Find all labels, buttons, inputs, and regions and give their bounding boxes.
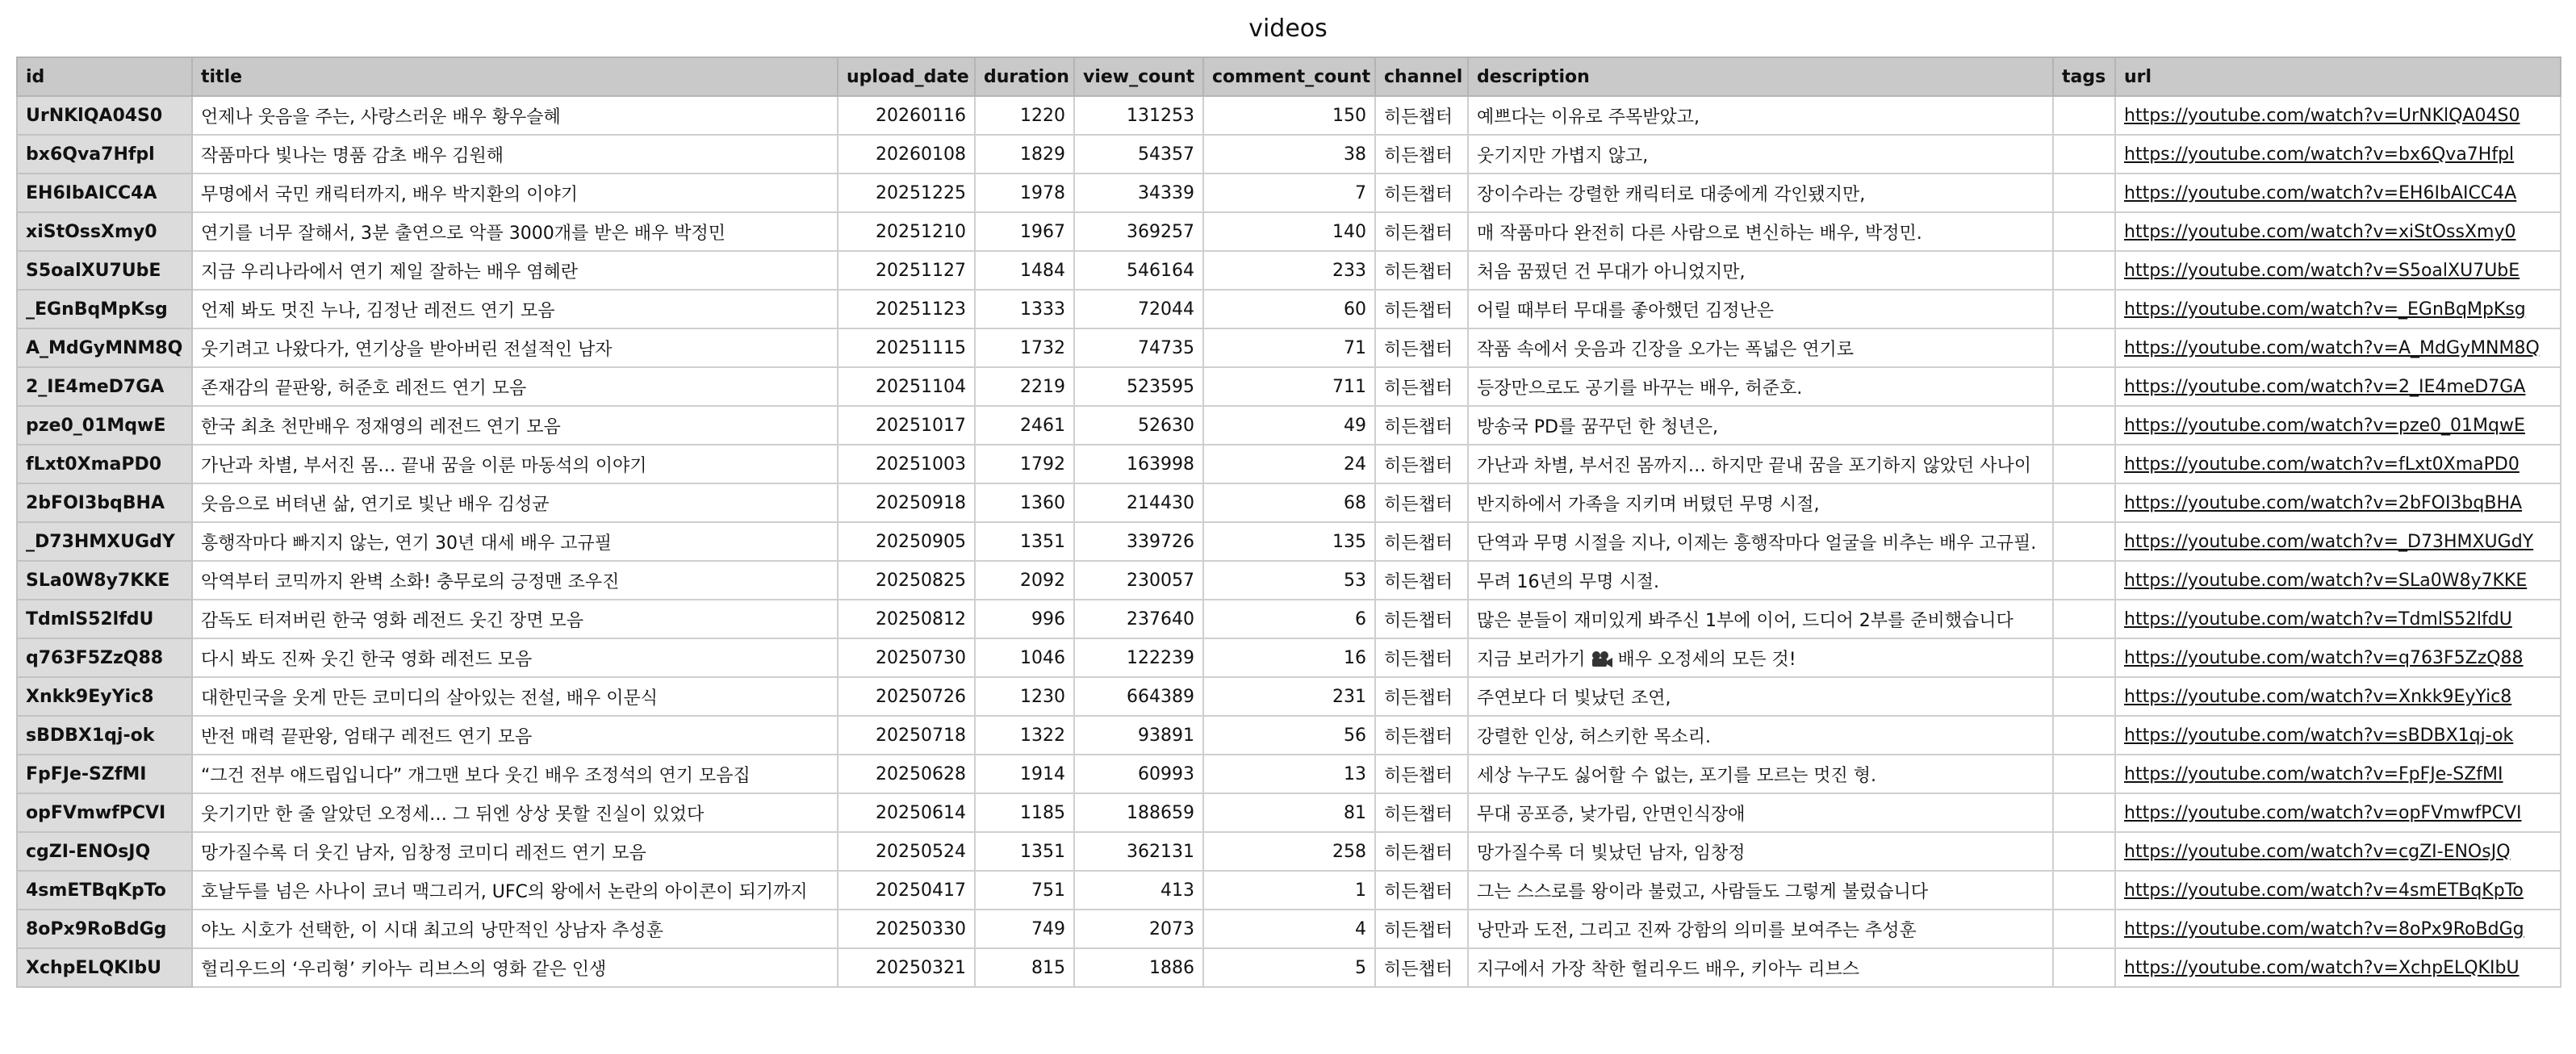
description-text-before: 지금 보러가기 <box>1477 649 1586 670</box>
cell-view-count[interactable]: 60993 <box>1074 755 1203 793</box>
cell-title[interactable]: 웃기기만 한 줄 알았던 오정세… 그 뒤엔 상상 못할 진실이 있었다 <box>192 793 838 832</box>
cell-comment-count[interactable]: 68 <box>1203 483 1375 522</box>
table-row <box>17 561 2561 600</box>
cell-channel[interactable]: 히든챕터 <box>1375 832 1468 871</box>
cell-comment-count[interactable]: 60 <box>1203 290 1375 328</box>
cell-description[interactable]: 예쁘다는 이유로 주목받았고, <box>1468 96 2053 135</box>
cell-tags[interactable] <box>2053 561 2115 600</box>
cell-description[interactable] <box>1468 638 2053 677</box>
cell-id[interactable]: FpFJe-SZfMI <box>17 755 192 793</box>
cell-channel[interactable]: 히든챕터 <box>1375 600 1468 638</box>
cell-title[interactable]: 호날두를 넘은 사나이 코너 맥그리거, UFC의 왕에서 논란의 아이콘이 되기까지 <box>192 871 838 910</box>
table-row <box>17 600 2561 638</box>
table-row <box>17 251 2561 290</box>
cell-title[interactable]: 웃기려고 나왔다가, 연기상을 받아버린 전설적인 남자 <box>192 328 838 367</box>
cell-id[interactable]: _EGnBqMpKsg <box>17 290 192 328</box>
cell-duration[interactable]: 1046 <box>975 638 1074 677</box>
cell-comment-count[interactable]: 231 <box>1203 677 1375 716</box>
cell-duration[interactable]: 1185 <box>975 793 1074 832</box>
cell-tags[interactable] <box>2053 251 2115 290</box>
cell-channel[interactable]: 히든챕터 <box>1375 406 1468 445</box>
table-row <box>17 406 2561 445</box>
cell-url[interactable]: https://youtube.com/watch?v=fLxt0XmaPD0 <box>2115 445 2561 483</box>
cell-channel[interactable]: 히든챕터 <box>1375 251 1468 290</box>
table-row <box>17 328 2561 367</box>
cell-upload-date[interactable]: 20250614 <box>838 793 975 832</box>
column-header-url[interactable]: url <box>2115 57 2561 96</box>
cell-comment-count[interactable]: 38 <box>1203 135 1375 174</box>
cell-url[interactable]: https://youtube.com/watch?v=2_IE4meD7GA <box>2115 367 2561 406</box>
cell-description[interactable]: 등장만으로도 공기를 바꾸는 배우, 허준호. <box>1468 367 2053 406</box>
cell-url[interactable]: https://youtube.com/watch?v=S5oalXU7UbE <box>2115 251 2561 290</box>
cell-view-count[interactable]: 237640 <box>1074 600 1203 638</box>
cell-tags[interactable] <box>2053 716 2115 755</box>
cell-url[interactable]: https://youtube.com/watch?v=_D73HMXUGdY <box>2115 522 2561 561</box>
cell-tags[interactable] <box>2053 793 2115 832</box>
cell-comment-count[interactable]: 258 <box>1203 832 1375 871</box>
cell-comment-count[interactable]: 233 <box>1203 251 1375 290</box>
cell-title[interactable]: 무명에서 국민 캐릭터까지, 배우 박지환의 이야기 <box>192 174 838 212</box>
cell-duration[interactable]: 1220 <box>975 96 1074 135</box>
cell-title[interactable]: 지금 우리나라에서 연기 제일 잘하는 배우 염혜란 <box>192 251 838 290</box>
column-header-duration[interactable]: duration <box>975 57 1074 96</box>
cell-description[interactable]: 웃기지만 가볍지 않고, <box>1468 135 2053 174</box>
cell-duration[interactable]: 1978 <box>975 174 1074 212</box>
cell-view-count[interactable]: 188659 <box>1074 793 1203 832</box>
cell-url[interactable]: https://youtube.com/watch?v=opFVmwfPCVI <box>2115 793 2561 832</box>
table-row <box>17 483 2561 522</box>
cell-channel[interactable]: 히든챕터 <box>1375 174 1468 212</box>
cell-view-count[interactable]: 122239 <box>1074 638 1203 677</box>
cell-view-count[interactable]: 664389 <box>1074 677 1203 716</box>
cell-tags[interactable] <box>2053 948 2115 987</box>
table-row <box>17 96 2561 135</box>
table-row <box>17 135 2561 174</box>
cell-description[interactable]: 방송국 PD를 꿈꾸던 한 청년은, <box>1468 406 2053 445</box>
cell-tags[interactable] <box>2053 832 2115 871</box>
cell-channel[interactable]: 히든챕터 <box>1375 328 1468 367</box>
cell-upload-date[interactable]: 20250905 <box>838 522 975 561</box>
cell-description[interactable]: 주연보다 더 빛났던 조연, <box>1468 677 2053 716</box>
table-row <box>17 871 2561 910</box>
cell-url[interactable]: https://youtube.com/watch?v=bx6Qva7Hfpl <box>2115 135 2561 174</box>
cell-title[interactable]: 감독도 터져버린 한국 영화 레전드 웃긴 장면 모음 <box>192 600 838 638</box>
cell-url[interactable]: https://youtube.com/watch?v=XchpELQKIbU <box>2115 948 2561 987</box>
cell-channel[interactable]: 히든챕터 <box>1375 445 1468 483</box>
cell-comment-count[interactable]: 6 <box>1203 600 1375 638</box>
table-row <box>17 716 2561 755</box>
cell-upload-date[interactable]: 20251115 <box>838 328 975 367</box>
cell-duration[interactable]: 1914 <box>975 755 1074 793</box>
cell-tags[interactable] <box>2053 755 2115 793</box>
table-row <box>17 948 2561 987</box>
cell-comment-count[interactable]: 711 <box>1203 367 1375 406</box>
cell-view-count[interactable]: 72044 <box>1074 290 1203 328</box>
cell-title[interactable]: 연기를 너무 잘해서, 3분 출연으로 악플 3000개를 받은 배우 박정민 <box>192 212 838 251</box>
cell-channel[interactable]: 히든챕터 <box>1375 96 1468 135</box>
cell-channel[interactable]: 히든챕터 <box>1375 561 1468 600</box>
column-header-channel[interactable]: channel <box>1375 57 1468 96</box>
table-row <box>17 677 2561 716</box>
cell-upload-date[interactable]: 20250628 <box>838 755 975 793</box>
description-text-after: 배우 오정세의 모든 것! <box>1617 649 1796 670</box>
cell-title[interactable]: 작품마다 빛나는 명품 감초 배우 김원해 <box>192 135 838 174</box>
cell-comment-count[interactable]: 71 <box>1203 328 1375 367</box>
cell-id[interactable]: pze0_01MqwE <box>17 406 192 445</box>
cell-view-count[interactable]: 74735 <box>1074 328 1203 367</box>
cell-comment-count[interactable]: 56 <box>1203 716 1375 755</box>
cell-tags[interactable] <box>2053 871 2115 910</box>
cell-comment-count[interactable]: 7 <box>1203 174 1375 212</box>
cell-upload-date[interactable]: 20250812 <box>838 600 975 638</box>
cell-view-count[interactable]: 34339 <box>1074 174 1203 212</box>
cell-channel[interactable]: 히든챕터 <box>1375 948 1468 987</box>
cell-view-count[interactable]: 413 <box>1074 871 1203 910</box>
cell-view-count[interactable]: 339726 <box>1074 522 1203 561</box>
table-row <box>17 445 2561 483</box>
cell-comment-count[interactable]: 24 <box>1203 445 1375 483</box>
table-row <box>17 367 2561 406</box>
cell-id[interactable]: TdmlS52lfdU <box>17 600 192 638</box>
cell-title[interactable]: 악역부터 코믹까지 완벽 소화! 충무로의 긍정맨 조우진 <box>192 561 838 600</box>
cell-duration[interactable]: 751 <box>975 871 1074 910</box>
cell-tags[interactable] <box>2053 212 2115 251</box>
cell-url[interactable]: https://youtube.com/watch?v=xiStOssXmy0 <box>2115 212 2561 251</box>
cell-view-count[interactable]: 54357 <box>1074 135 1203 174</box>
cell-url[interactable]: https://youtube.com/watch?v=FpFJe-SZfMI <box>2115 755 2561 793</box>
cell-channel[interactable]: 히든챕터 <box>1375 212 1468 251</box>
cell-id[interactable]: UrNKlQA04S0 <box>17 96 192 135</box>
cell-duration[interactable]: 1351 <box>975 522 1074 561</box>
cell-title[interactable]: 존재감의 끝판왕, 허준호 레전드 연기 모음 <box>192 367 838 406</box>
table-row <box>17 212 2561 251</box>
table-row <box>17 755 2561 793</box>
cell-upload-date[interactable]: 20251104 <box>838 367 975 406</box>
cell-description[interactable]: 무대 공포증, 낯가림, 안면인식장애 <box>1468 793 2053 832</box>
column-header-description[interactable]: description <box>1468 57 2053 96</box>
cell-id[interactable]: q763F5ZzQ88 <box>17 638 192 677</box>
cell-tags[interactable] <box>2053 483 2115 522</box>
cell-view-count[interactable]: 362131 <box>1074 832 1203 871</box>
cell-upload-date[interactable]: 20251127 <box>838 251 975 290</box>
cell-duration[interactable]: 749 <box>975 910 1074 948</box>
cell-upload-date[interactable]: 20250825 <box>838 561 975 600</box>
cell-duration[interactable]: 996 <box>975 600 1074 638</box>
cell-channel[interactable]: 히든챕터 <box>1375 367 1468 406</box>
cell-description[interactable]: 무려 16년의 무명 시절. <box>1468 561 2053 600</box>
cell-channel[interactable]: 히든챕터 <box>1375 290 1468 328</box>
cell-upload-date[interactable]: 20260116 <box>838 96 975 135</box>
cell-comment-count[interactable]: 16 <box>1203 638 1375 677</box>
cell-duration[interactable]: 1732 <box>975 328 1074 367</box>
cell-duration[interactable]: 815 <box>975 948 1074 987</box>
cell-id[interactable]: xiStOssXmy0 <box>17 212 192 251</box>
cell-duration[interactable]: 1360 <box>975 483 1074 522</box>
column-header-comment-count[interactable]: comment_count <box>1203 57 1375 96</box>
movie-camera-icon <box>1591 650 1613 668</box>
cell-comment-count[interactable]: 140 <box>1203 212 1375 251</box>
cell-duration[interactable]: 1230 <box>975 677 1074 716</box>
cell-upload-date[interactable]: 20250718 <box>838 716 975 755</box>
cell-view-count[interactable]: 214430 <box>1074 483 1203 522</box>
cell-url[interactable]: https://youtube.com/watch?v=TdmlS52lfdU <box>2115 600 2561 638</box>
cell-channel[interactable]: 히든챕터 <box>1375 871 1468 910</box>
cell-title[interactable]: 웃음으로 버텨낸 삶, 연기로 빛난 배우 김성균 <box>192 483 838 522</box>
cell-title[interactable]: 반전 매력 끝판왕, 엄태구 레전드 연기 모음 <box>192 716 838 755</box>
cell-id[interactable]: 4smETBqKpTo <box>17 871 192 910</box>
cell-upload-date[interactable]: 20250730 <box>838 638 975 677</box>
cell-id[interactable]: SLa0W8y7KKE <box>17 561 192 600</box>
cell-upload-date[interactable]: 20250524 <box>838 832 975 871</box>
cell-upload-date[interactable]: 20251123 <box>838 290 975 328</box>
cell-view-count[interactable]: 163998 <box>1074 445 1203 483</box>
table-row <box>17 174 2561 212</box>
cell-view-count[interactable]: 93891 <box>1074 716 1203 755</box>
cell-upload-date[interactable]: 20260108 <box>838 135 975 174</box>
cell-title[interactable]: 대한민국을 웃게 만든 코미디의 살아있는 전설, 배우 이문식 <box>192 677 838 716</box>
cell-duration[interactable]: 1829 <box>975 135 1074 174</box>
column-header-title[interactable]: title <box>192 57 838 96</box>
cell-id[interactable]: bx6Qva7Hfpl <box>17 135 192 174</box>
cell-description[interactable]: 강렬한 인상, 허스키한 목소리. <box>1468 716 2053 755</box>
cell-id[interactable]: A_MdGyMNM8Q <box>17 328 192 367</box>
cell-comment-count[interactable]: 49 <box>1203 406 1375 445</box>
cell-url[interactable]: https://youtube.com/watch?v=_EGnBqMpKsg <box>2115 290 2561 328</box>
cell-channel[interactable]: 히든챕터 <box>1375 716 1468 755</box>
cell-upload-date[interactable]: 20250726 <box>838 677 975 716</box>
cell-url[interactable]: https://youtube.com/watch?v=SLa0W8y7KKE <box>2115 561 2561 600</box>
cell-id[interactable]: EH6IbAICC4A <box>17 174 192 212</box>
cell-title[interactable]: “그건 전부 애드립입니다” 개그맨 보다 웃긴 배우 조정석의 연기 모음집 <box>192 755 838 793</box>
cell-url[interactable]: https://youtube.com/watch?v=sBDBX1qj-ok <box>2115 716 2561 755</box>
cell-duration[interactable]: 1333 <box>975 290 1074 328</box>
cell-view-count[interactable]: 52630 <box>1074 406 1203 445</box>
cell-channel[interactable]: 히든챕터 <box>1375 135 1468 174</box>
table-row <box>17 832 2561 871</box>
cell-tags[interactable] <box>2053 910 2115 948</box>
cell-url[interactable]: https://youtube.com/watch?v=4smETBqKpTo <box>2115 871 2561 910</box>
cell-tags[interactable] <box>2053 290 2115 328</box>
cell-id[interactable]: opFVmwfPCVI <box>17 793 192 832</box>
cell-duration[interactable]: 1322 <box>975 716 1074 755</box>
cell-channel[interactable]: 히든챕터 <box>1375 677 1468 716</box>
cell-id[interactable]: S5oalXU7UbE <box>17 251 192 290</box>
cell-description[interactable]: 낭만과 도전, 그리고 진짜 강함의 의미를 보여주는 추성훈 <box>1468 910 2053 948</box>
cell-title[interactable]: 가난과 차별, 부서진 몸… 끝내 꿈을 이룬 마동석의 이야기 <box>192 445 838 483</box>
cell-comment-count[interactable]: 1 <box>1203 871 1375 910</box>
cell-id[interactable]: cgZI-ENOsJQ <box>17 832 192 871</box>
column-header-view-count[interactable]: view_count <box>1074 57 1203 96</box>
cell-url[interactable]: https://youtube.com/watch?v=Xnkk9EyYic8 <box>2115 677 2561 716</box>
cell-tags[interactable] <box>2053 367 2115 406</box>
cell-duration[interactable]: 1484 <box>975 251 1074 290</box>
cell-title[interactable]: 언제 봐도 멋진 누나, 김정난 레전드 연기 모음 <box>192 290 838 328</box>
cell-id[interactable]: 2_IE4meD7GA <box>17 367 192 406</box>
cell-id[interactable]: 2bFOI3bqBHA <box>17 483 192 522</box>
cell-upload-date[interactable]: 20251017 <box>838 406 975 445</box>
cell-view-count[interactable]: 546164 <box>1074 251 1203 290</box>
cell-comment-count[interactable]: 5 <box>1203 948 1375 987</box>
cell-url[interactable]: https://youtube.com/watch?v=2bFOI3bqBHA <box>2115 483 2561 522</box>
sheet-title: videos <box>1248 15 1328 43</box>
cell-description[interactable]: 처음 꿈꿨던 건 무대가 아니었지만, <box>1468 251 2053 290</box>
cell-view-count[interactable]: 230057 <box>1074 561 1203 600</box>
cell-view-count[interactable]: 131253 <box>1074 96 1203 135</box>
cell-comment-count[interactable]: 53 <box>1203 561 1375 600</box>
cell-description[interactable]: 지구에서 가장 착한 헐리우드 배우, 키아누 리브스 <box>1468 948 2053 987</box>
cell-title[interactable]: 한국 최초 천만배우 정재영의 레전드 연기 모음 <box>192 406 838 445</box>
cell-id[interactable]: 8oPx9RoBdGg <box>17 910 192 948</box>
cell-view-count[interactable]: 2073 <box>1074 910 1203 948</box>
cell-id[interactable]: XchpELQKIbU <box>17 948 192 987</box>
cell-tags[interactable] <box>2053 445 2115 483</box>
table-row <box>17 522 2561 561</box>
table-row <box>17 793 2561 832</box>
cell-upload-date[interactable]: 20251210 <box>838 212 975 251</box>
cell-tags[interactable] <box>2053 135 2115 174</box>
column-header-id[interactable]: id <box>17 57 192 96</box>
cell-title[interactable]: 다시 봐도 진짜 웃긴 한국 영화 레전드 모음 <box>192 638 838 677</box>
table-row <box>17 638 2561 677</box>
cell-url[interactable]: https://youtube.com/watch?v=cgZI-ENOsJQ <box>2115 832 2561 871</box>
cell-comment-count[interactable]: 4 <box>1203 910 1375 948</box>
cell-tags[interactable] <box>2053 406 2115 445</box>
cell-url[interactable]: https://youtube.com/watch?v=q763F5ZzQ88 <box>2115 638 2561 677</box>
cell-title[interactable]: 흥행작마다 빠지지 않는, 연기 30년 대세 배우 고규필 <box>192 522 838 561</box>
cell-upload-date[interactable]: 20250330 <box>838 910 975 948</box>
cell-comment-count[interactable]: 150 <box>1203 96 1375 135</box>
table-row <box>17 290 2561 328</box>
cell-url[interactable]: https://youtube.com/watch?v=UrNKlQA04S0 <box>2115 96 2561 135</box>
cell-comment-count[interactable]: 13 <box>1203 755 1375 793</box>
cell-id[interactable]: _D73HMXUGdY <box>17 522 192 561</box>
cell-description[interactable]: 작품 속에서 웃음과 긴장을 오가는 폭넓은 연기로 <box>1468 328 2053 367</box>
cell-tags[interactable] <box>2053 522 2115 561</box>
cell-upload-date[interactable]: 20250321 <box>838 948 975 987</box>
cell-description[interactable]: 단역과 무명 시절을 지나, 이제는 흥행작마다 얼굴을 비추는 배우 고규필. <box>1468 522 2053 561</box>
cell-duration[interactable]: 2219 <box>975 367 1074 406</box>
cell-url[interactable]: https://youtube.com/watch?v=8oPx9RoBdGg <box>2115 910 2561 948</box>
column-header-tags[interactable]: tags <box>2053 57 2115 96</box>
cell-id[interactable]: fLxt0XmaPD0 <box>17 445 192 483</box>
cell-comment-count[interactable]: 81 <box>1203 793 1375 832</box>
column-header-upload-date[interactable]: upload_date <box>838 57 975 96</box>
cell-upload-date[interactable]: 20250918 <box>838 483 975 522</box>
cell-description[interactable]: 장이수라는 강렬한 캐릭터로 대중에게 각인됐지만, <box>1468 174 2053 212</box>
cell-duration[interactable]: 1967 <box>975 212 1074 251</box>
cell-description[interactable]: 그는 스스로를 왕이라 불렀고, 사람들도 그렇게 불렀습니다 <box>1468 871 2053 910</box>
cell-id[interactable]: Xnkk9EyYic8 <box>17 677 192 716</box>
cell-tags[interactable] <box>2053 96 2115 135</box>
table-row <box>17 910 2561 948</box>
cell-description[interactable]: 세상 누구도 싫어할 수 없는, 포기를 모르는 멋진 형. <box>1468 755 2053 793</box>
cell-view-count[interactable]: 523595 <box>1074 367 1203 406</box>
cell-description[interactable]: 어릴 때부터 무대를 좋아했던 김정난은 <box>1468 290 2053 328</box>
cell-title[interactable]: 언제나 웃음을 주는, 사랑스러운 배우 황우슬혜 <box>192 96 838 135</box>
cell-url[interactable]: https://youtube.com/watch?v=A_MdGyMNM8Q <box>2115 328 2561 367</box>
cell-tags[interactable] <box>2053 174 2115 212</box>
cell-title[interactable]: 헐리우드의 ‘우리형’ 키아누 리브스의 영화 같은 인생 <box>192 948 838 987</box>
cell-channel[interactable]: 히든챕터 <box>1375 638 1468 677</box>
cell-tags[interactable] <box>2053 600 2115 638</box>
cell-url[interactable]: https://youtube.com/watch?v=pze0_01MqwE <box>2115 406 2561 445</box>
cell-description[interactable]: 반지하에서 가족을 지키며 버텼던 무명 시절, <box>1468 483 2053 522</box>
cell-channel[interactable]: 히든챕터 <box>1375 793 1468 832</box>
cell-description[interactable]: 망가질수록 더 빛났던 남자, 임창정 <box>1468 832 2053 871</box>
cell-description[interactable]: 가난과 차별, 부서진 몸까지… 하지만 끝내 꿈을 포기하지 않았던 사나이 <box>1468 445 2053 483</box>
header-row <box>17 57 2561 96</box>
cell-view-count[interactable]: 369257 <box>1074 212 1203 251</box>
cell-url[interactable]: https://youtube.com/watch?v=EH6IbAICC4A <box>2115 174 2561 212</box>
cell-upload-date[interactable]: 20251003 <box>838 445 975 483</box>
cell-description[interactable]: 매 작품마다 완전히 다른 사람으로 변신하는 배우, 박정민. <box>1468 212 2053 251</box>
cell-tags[interactable] <box>2053 328 2115 367</box>
cell-tags[interactable] <box>2053 638 2115 677</box>
cell-channel[interactable]: 히든챕터 <box>1375 483 1468 522</box>
cell-channel[interactable]: 히든챕터 <box>1375 910 1468 948</box>
cell-title[interactable]: 망가질수록 더 웃긴 남자, 임창정 코미디 레전드 연기 모음 <box>192 832 838 871</box>
videos-table <box>16 56 2561 988</box>
cell-upload-date[interactable]: 20251225 <box>838 174 975 212</box>
cell-duration[interactable]: 2461 <box>975 406 1074 445</box>
cell-tags[interactable] <box>2053 677 2115 716</box>
cell-duration[interactable]: 1351 <box>975 832 1074 871</box>
cell-channel[interactable]: 히든챕터 <box>1375 522 1468 561</box>
cell-duration[interactable]: 1792 <box>975 445 1074 483</box>
cell-duration[interactable]: 2092 <box>975 561 1074 600</box>
cell-comment-count[interactable]: 135 <box>1203 522 1375 561</box>
cell-title[interactable]: 야노 시호가 선택한, 이 시대 최고의 낭만적인 상남자 추성훈 <box>192 910 838 948</box>
cell-id[interactable]: sBDBX1qj-ok <box>17 716 192 755</box>
cell-view-count[interactable]: 1886 <box>1074 948 1203 987</box>
cell-description[interactable]: 많은 분들이 재미있게 봐주신 1부에 이어, 드디어 2부를 준비했습니다 <box>1468 600 2053 638</box>
cell-channel[interactable]: 히든챕터 <box>1375 755 1468 793</box>
cell-upload-date[interactable]: 20250417 <box>838 871 975 910</box>
